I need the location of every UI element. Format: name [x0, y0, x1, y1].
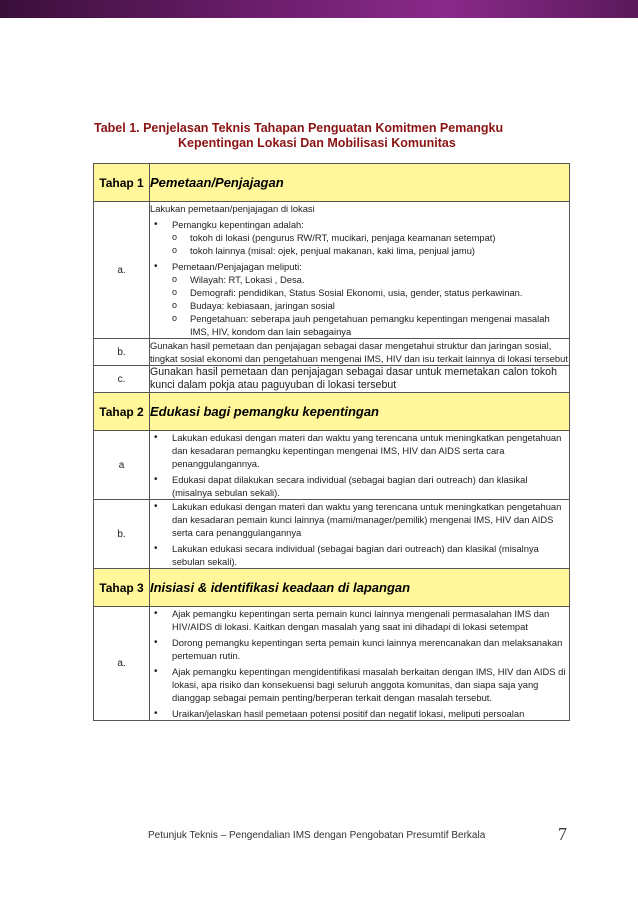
- table-caption: [94, 121, 574, 151]
- table-row: [94, 202, 570, 339]
- row-content: [150, 339, 570, 366]
- bullet-item: • Ajak pemangku kepentingan mengidentifikasi masalah berkaitan dengan IMS, HIV dan AIDS di lokasi, apa risiko dan konsekuensi bagi seluruh anggota komunitas, dan siapa saja yang dianggap sebagai pemain penting/berperan terkait dengan masalah tersebut.: [150, 665, 569, 704]
- bullet-item: • Uraikan/jelaskan hasil pemetaan potensi positif dan negatif lokasi, meliputi persoalan: [150, 707, 569, 720]
- content-text: Gunakan hasil pemetaan dan penjajagan sebagai dasar untuk memetakan calon tokoh kunci dalam pokja atau paguyuban di lokasi tersebut: [150, 366, 557, 391]
- bullet-item: • Pemangku kepentingan adalah:: [150, 218, 569, 231]
- table-row: [94, 366, 570, 393]
- stage-title: Inisiasi & identifikasi keadaan di lapangan: [150, 569, 570, 607]
- sub-bullet-item: o Wilayah: RT, Lokasi , Desa.: [150, 273, 569, 286]
- top-banner: [0, 0, 638, 18]
- row-id: a.: [94, 607, 150, 721]
- bullet-item: • Lakukan edukasi secara individual (sebagai bagian dari outreach) dan klasikal (misalnya sebulan sekali).: [150, 542, 569, 568]
- sub-bullet-item: o Budaya: kebiasaan, jaringan sosial: [150, 299, 569, 312]
- table-row: [94, 500, 570, 569]
- footer-text: Petunjuk Teknis – Pengendalian IMS dengan Pengobatan Presumtif Berkala: [148, 830, 486, 841]
- row-id: c.: [94, 366, 150, 393]
- content-text: Lakukan pemetaan/penjajagan di lokasi: [150, 203, 315, 214]
- bullet-item: • Lakukan edukasi dengan materi dan waktu yang terencana untuk meningkatkan pengetahuan dan kesadaran pemangku kepentingan mengenai IMS, HIV dan AIDS serta cara penanggulangannya.: [150, 431, 569, 470]
- stage-title: Edukasi bagi pemangku kepentingan: [150, 393, 570, 431]
- stage-label: Tahap 2: [94, 393, 150, 431]
- row-id: a.: [94, 202, 150, 339]
- bullet-item: • Ajak pemangku kepentingan serta pemain kunci lainnya mengenali permasalahan IMS dan HIV/AIDS di lokasi. Kaitkan dengan masalah yang saat ini dihadapi di lokasi setempat: [150, 607, 569, 633]
- stage-header-row: [94, 393, 570, 431]
- bullet-item: • Lakukan edukasi dengan materi dan waktu yang terencana untuk meningkatkan pengetahuan dan kesadaran pemain kunci lainnya (mami/manager/pemilik) mengenai IMS, HIV dan AIDS serta cara penanggulangannya: [150, 500, 569, 539]
- sub-bullet-item: o Demografi: pendidikan, Status Sosial Ekonomi, usia, gender, status perkawinan.: [150, 286, 569, 299]
- stage-label: Tahap 3: [94, 569, 150, 607]
- table-row: [94, 431, 570, 500]
- caption-line-1: Tabel 1. Penjelasan Teknis Tahapan Penguatan Komitmen Pemangku: [94, 121, 504, 135]
- stages-table: [93, 163, 570, 721]
- row-content: [150, 607, 570, 721]
- sub-bullet-item: o tokoh di lokasi (pengurus RW/RT, mucikari, penjaga keamanan setempat): [150, 231, 569, 244]
- bullet-item: • Pemetaan/Penjajagan meliputi:: [150, 260, 569, 273]
- page-number: 7: [558, 824, 567, 844]
- row-id: a: [94, 431, 150, 500]
- sub-bullet-item: o tokoh lainnya (misal: ojek, penjual makanan, kaki lima, penjual jamu): [150, 244, 569, 257]
- bullet-item: • Dorong pemangku kepentingan serta pemain kunci lainnya merencanakan dan melaksanakan pertemuan rutin.: [150, 636, 569, 662]
- stage-label: Tahap 1: [94, 164, 150, 202]
- sub-bullet-item: o Pengetahuan: seberapa jauh pengetahuan pemangku kepentingan mengenai masalah IMS, HIV, kondom dan lain sebagainya: [150, 312, 569, 338]
- caption-line-2: Kepentingan Lokasi Dan Mobilisasi Komunitas: [178, 136, 456, 150]
- row-content: [150, 500, 570, 569]
- stage-header-row: [94, 569, 570, 607]
- row-content: [150, 202, 570, 339]
- stage-header-row: [94, 164, 570, 202]
- row-content: [150, 366, 570, 393]
- bullet-item: • Edukasi dapat dilakukan secara individual (sebagai bagian dari outreach) dan klasikal (misalnya sebulan sekali).: [150, 473, 569, 499]
- row-content: [150, 431, 570, 500]
- stage-title: Pemetaan/Penjajagan: [150, 164, 570, 202]
- table-row: [94, 339, 570, 366]
- row-id: b.: [94, 500, 150, 569]
- row-id: b.: [94, 339, 150, 366]
- table-row: [94, 607, 570, 721]
- content-text: Gunakan hasil pemetaan dan penjajagan sebagai dasar mengetahui struktur dan jaringan sosial, tingkat sosial ekonomi dan pengetahuan mengenai IMS, HIV dan isu terkait lainnya di lokasi tersebut: [150, 340, 568, 364]
